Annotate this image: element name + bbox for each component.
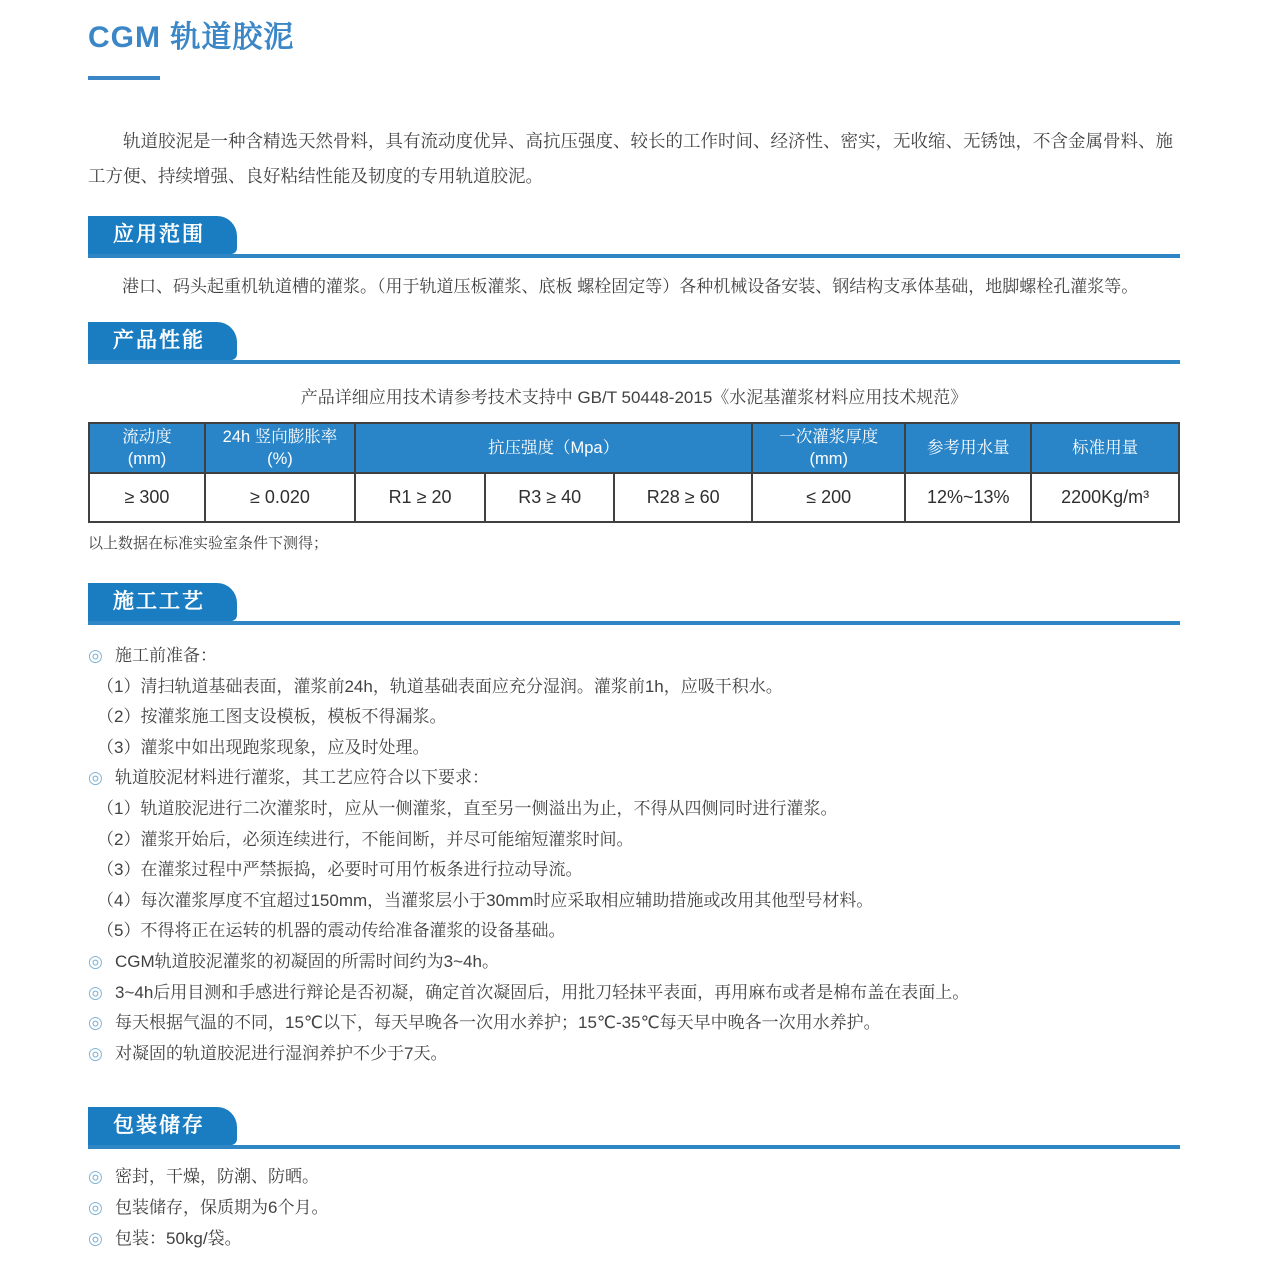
perf-table-header-cell: 流动度 (mm) [89,423,205,473]
list-item-text: 3~4h后用目测和手感进行辩论是否初凝，确定首次凝固后，用批刀轻抹平表面，再用麻布或者是棉布盖在表面上。 [115,982,970,1002]
section-header-construction [88,583,1180,625]
perf-table-header-row [89,423,1179,473]
list-item [88,763,1180,794]
list-item [88,733,1180,764]
bullseye-bullet-icon: ◎ [88,951,103,971]
section-tab-label: 包装储存 [113,1114,205,1138]
performance-note: 产品详细应用技术请参考技术支持中 GB/T 50448-2015《水泥基灌浆材料应用技术规范》 [300,388,968,407]
perf-table-header-cell: 一次灌浆厚度 (mm) [752,423,905,473]
performance-table [88,422,1180,523]
perf-table-value-cell: ≤ 200 [752,473,905,522]
list-item-text: （2）灌浆开始后，必须连续进行，不能间断，并尽可能缩短灌浆时间。 [97,829,634,849]
section-tab-label: 应用范围 [113,223,205,246]
section-header-packaging [88,1107,1180,1149]
section-tab-construction [88,583,237,621]
bullseye-bullet-icon: ◎ [88,1043,103,1063]
section-tab-label: 施工工艺 [113,590,205,613]
packaging-list [88,1162,1180,1254]
list-item-text: 每天根据气温的不同，15℃以下，每天早晚各一次用水养护；15℃-35℃每天早中晚各一次用水养护。 [115,1013,881,1033]
perf-table-value-cell: 2200Kg/m³ [1031,473,1179,522]
list-item [88,1162,1180,1193]
list-item-text: （3）灌浆中如出现跑浆现象，应及时处理。 [97,737,430,757]
list-item-text: 对凝固的轨道胶泥进行湿润养护不少于7天。 [115,1043,448,1063]
list-item-text: （2）按灌浆施工图支设模板，模板不得漏浆。 [97,707,447,727]
perf-table-value-cell: ≥ 0.020 [205,473,355,522]
section-tab-packaging [88,1107,237,1145]
perf-table-value-cell: 12%~13% [905,473,1031,522]
bullseye-bullet-icon: ◎ [88,1197,103,1217]
perf-table-value-cell: R28 ≥ 60 [614,473,752,522]
page-title: CGM 轨道胶泥 [88,21,295,54]
application-body: 港口、码头起重机轨道槽的灌浆。（用于轨道压板灌浆、底板 螺栓固定等）各种机械设备安装、钢结构支承体基础，地脚螺栓孔灌浆等。 [122,277,1139,296]
list-item-text: （4）每次灌浆厚度不宜超过150mm，当灌浆层小于30mm时应采取相应辅助措施或改用其他型号材料。 [97,890,874,910]
list-item [88,672,1180,703]
performance-footnote: 以上数据在标准实验室条件下测得； [88,535,329,552]
list-item-text: 密封，干燥，防潮、防晒。 [115,1167,319,1187]
perf-table-header-cell: 抗压强度（Mpa） [355,423,752,473]
title-underline [88,76,160,80]
bullseye-bullet-icon: ◎ [88,1013,103,1033]
list-item [88,641,1180,672]
list-item [88,947,1180,978]
list-item [88,794,1180,825]
list-item-text: （5）不得将正在运转的机器的震动传给准备灌浆的设备基础。 [97,921,566,941]
section-tab-label: 产品性能 [113,329,205,352]
list-item [88,978,1180,1009]
list-item-text: 轨道胶泥材料进行灌浆，其工艺应符合以下要求： [115,768,489,788]
section-tab-performance [88,322,237,360]
construction-list [88,641,1180,1069]
bullseye-bullet-icon: ◎ [88,646,103,665]
list-item-text: （1）轨道胶泥进行二次灌浆时，应从一侧灌浆，直至另一侧溢出为止，不得从四侧同时进行灌浆。 [97,798,838,818]
perf-table-header-cell: 参考用水量 [905,423,1031,473]
list-item-text: 包装储存，保质期为6个月。 [115,1197,329,1217]
section-tab-application [88,216,237,254]
bullseye-bullet-icon: ◎ [88,768,103,788]
list-item [88,825,1180,856]
list-item-text: （3）在灌浆过程中严禁振捣，必要时可用竹板条进行拉动导流。 [97,860,583,880]
perf-table-value-cell: R1 ≥ 20 [355,473,485,522]
bullseye-bullet-icon: ◎ [88,982,103,1002]
list-item-text: 施工前准备： [115,646,217,665]
intro-paragraph: 轨道胶泥是一种含精选天然骨料，具有流动度优异、高抗压强度、较长的工作时间、经济性、密实，无收缩、无锈蚀，不含金属骨料、施工方便、持续增强、良好粘结性能及韧度的专用轨道胶泥。 [88,131,1173,186]
list-item-text: （1）清扫轨道基础表面，灌浆前24h，轨道基础表面应充分湿润。灌浆前1h，应吸干积水。 [97,676,783,696]
perf-table-value-cell: R3 ≥ 40 [485,473,614,522]
list-item [88,916,1180,947]
list-item [88,1224,1180,1255]
list-item-text: CGM轨道胶泥灌浆的初凝固的所需时间约为3~4h。 [115,951,499,971]
list-item [88,1193,1180,1224]
bullseye-bullet-icon: ◎ [88,1228,103,1248]
perf-table-header-cell: 24h 竖向膨胀率 (%) [205,423,355,473]
bullseye-bullet-icon: ◎ [88,1167,103,1187]
list-item [88,702,1180,733]
list-item [88,855,1180,886]
list-item [88,1039,1180,1070]
list-item [88,1008,1180,1039]
list-item [88,886,1180,917]
list-item-text: 包装：50kg/袋。 [115,1228,242,1248]
perf-table-value-row [89,473,1179,522]
perf-table-header-cell: 标准用量 [1031,423,1179,473]
perf-table-value-cell: ≥ 300 [89,473,205,522]
section-header-application [88,216,1180,258]
section-header-performance [88,322,1180,364]
